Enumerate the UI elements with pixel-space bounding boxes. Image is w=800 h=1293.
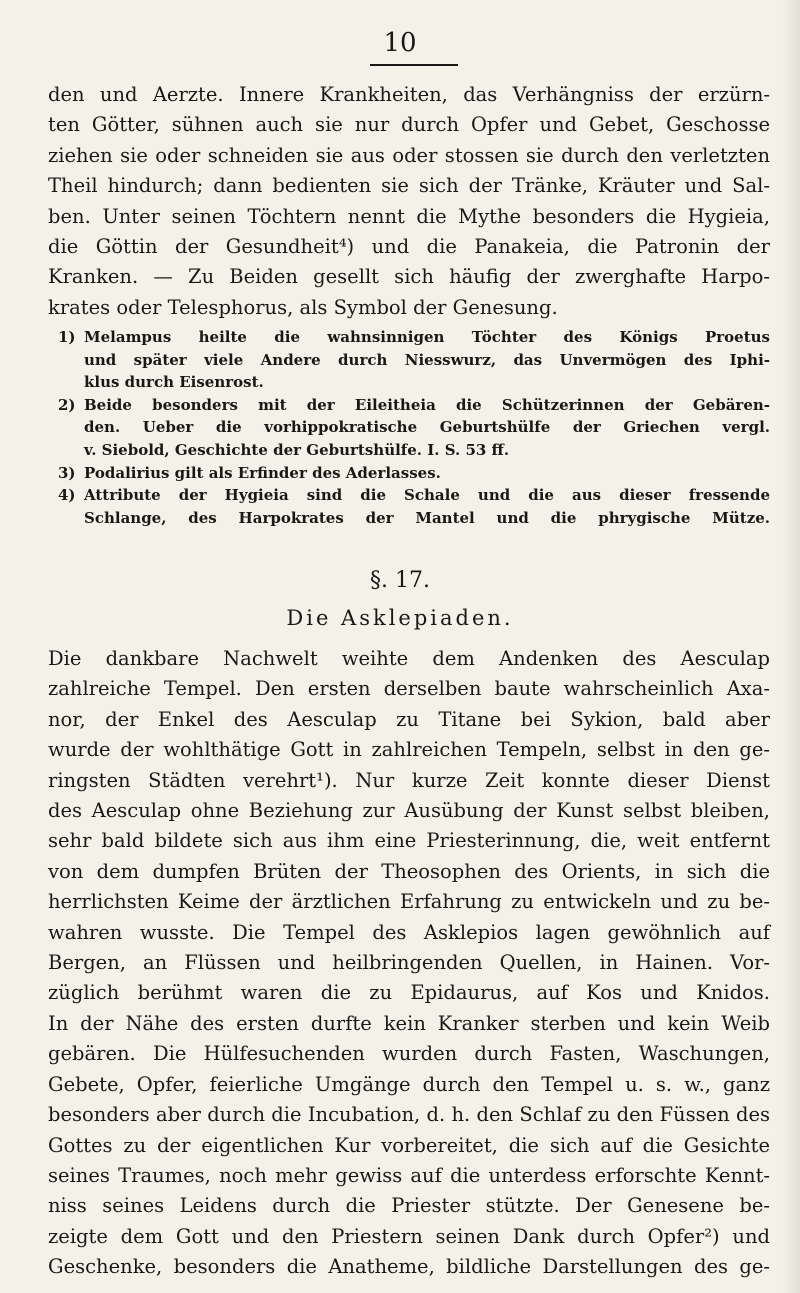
text-line: den und Aerzte. Innere Krankheiten, das Verhängniss der erzürn-	[48, 83, 770, 106]
text-line: Gebete, Opfer, feierliche Umgänge durch den Tempel u. s. w., ganz	[48, 1072, 770, 1096]
text-line: Gottes zu der eigentlichen Kur vorbereitet, die sich auf die Gesichte	[48, 1133, 770, 1157]
footnote-line: Beide besonders mit der Eileitheia die Schützerinnen der Gebären-	[84, 395, 770, 414]
footnote	[58, 326, 770, 394]
section-title: Die Asklepiaden.	[286, 606, 514, 630]
footnote-line: Schlange, des Harpokrates der Mantel und die phrygische Mütze.	[84, 508, 770, 527]
page-number-rule	[370, 64, 458, 66]
text-line: Geschenke, besonders die Anatheme, bildliche Darstellungen des ge-	[48, 1255, 770, 1279]
text-line: seines Traumes, noch mehr gewiss auf die unterdess erforschte Kennt-	[48, 1163, 770, 1187]
text-line: die Göttin der Gesundheit⁴) und die Panakeia, die Patronin der	[48, 235, 770, 259]
footnote	[58, 394, 770, 462]
text-line: sehr bald bildete sich aus ihm eine Priesterinnung, die, weit entfernt	[48, 829, 770, 853]
top-paragraph	[48, 80, 770, 323]
text-line: von dem dumpfen Brüten der Theosophen des Orients, in sich die	[48, 859, 770, 883]
text-line: ringsten Städten verehrt¹). Nur kurze Zeit konnte dieser Dienst	[48, 768, 770, 792]
text-line: zahlreiche Tempel. Den ersten derselben baute wahrscheinlich Axa-	[48, 677, 770, 701]
section-number: §. 17.	[370, 568, 430, 593]
footnote-marker: 2)	[58, 395, 76, 414]
footnote	[58, 484, 770, 529]
footnote	[58, 462, 770, 485]
footnote-line: den. Ueber die vorhippokratische Geburtshülfe der Griechen vergl.	[84, 418, 770, 437]
text-line: wahren wusste. Die Tempel des Asklepios lagen gewöhnlich auf	[48, 920, 770, 944]
text-line: zeigte dem Gott und den Priestern seinen Dank durch Opfer²) und	[48, 1224, 770, 1248]
text-line: Bergen, an Flüssen und heilbringenden Quellen, in Hainen. Vor-	[48, 951, 770, 975]
footnote-line: Attribute der Hygieia sind die Schale und die aus dieser fressende	[84, 486, 770, 505]
text-line: züglich berühmt waren die zu Epidaurus, auf Kos und Knidos.	[48, 981, 770, 1005]
footnote-line: v. Siebold, Geschichte der Geburtshülfe. I. S. 53 ff.	[84, 440, 510, 459]
text-line: Die dankbare Nachwelt weihte dem Andenken des Aesculap	[48, 647, 770, 670]
footnote-line: und später viele Andere durch Niesswurz, das Unvermögen des Iphi-	[84, 350, 770, 369]
text-line: wurde der wohlthätige Gott in zahlreichen Tempeln, selbst in den ge-	[48, 738, 770, 762]
footnotes	[58, 326, 770, 529]
page-edge-shadow	[782, 0, 800, 1293]
main-paragraph	[48, 644, 770, 1283]
text-line: ten Götter, sühnen auch sie nur durch Opfer und Gebet, Geschosse	[48, 113, 770, 137]
text-line: niss seines Leidens durch die Priester stützte. Der Genesene be-	[48, 1194, 770, 1218]
footnote-marker: 4)	[58, 486, 76, 505]
text-line: ben. Unter seinen Töchtern nennt die Mythe besonders die Hygieia,	[48, 204, 770, 228]
text-line: besonders aber durch die Incubation, d. h. den Schlaf zu den Füssen des	[48, 1103, 770, 1127]
text-line: gebären. Die Hülfesuchenden wurden durch Fasten, Waschungen,	[48, 1042, 770, 1066]
footnote-line: klus durch Eisenrost.	[84, 373, 264, 392]
footnote-line: Podalirius gilt als Erfinder des Aderlasses.	[84, 463, 441, 482]
footnote-marker: 1)	[58, 328, 76, 346]
footnote-marker: 3)	[58, 463, 76, 482]
text-line: ziehen sie oder schneiden sie aus oder stossen sie durch den verletzten	[48, 143, 770, 167]
text-line: herrlichsten Keime der ärztlichen Erfahrung zu entwickeln und zu be-	[48, 890, 770, 914]
text-line: Theil hindurch; dann bedienten sie sich der Tränke, Kräuter und Sal-	[48, 174, 770, 198]
text-line: des Aesculap ohne Beziehung zur Ausübung der Kunst selbst bleiben,	[48, 799, 770, 823]
footnote-line: Melampus heilte die wahnsinnigen Töchter des Königs Proetus	[84, 328, 770, 346]
page-number: 10	[383, 28, 417, 58]
text-line: krates oder Telesphorus, als Symbol der Genesung.	[48, 295, 558, 319]
text-line: nor, der Enkel des Aesculap zu Titane bei Sykion, bald aber	[48, 707, 770, 731]
text-line: Kranken. — Zu Beiden gesellt sich häufig der zwerghafte Harpo-	[48, 265, 770, 289]
text-line: In der Nähe des ersten durfte kein Kranker sterben und kein Weib	[48, 1011, 770, 1035]
